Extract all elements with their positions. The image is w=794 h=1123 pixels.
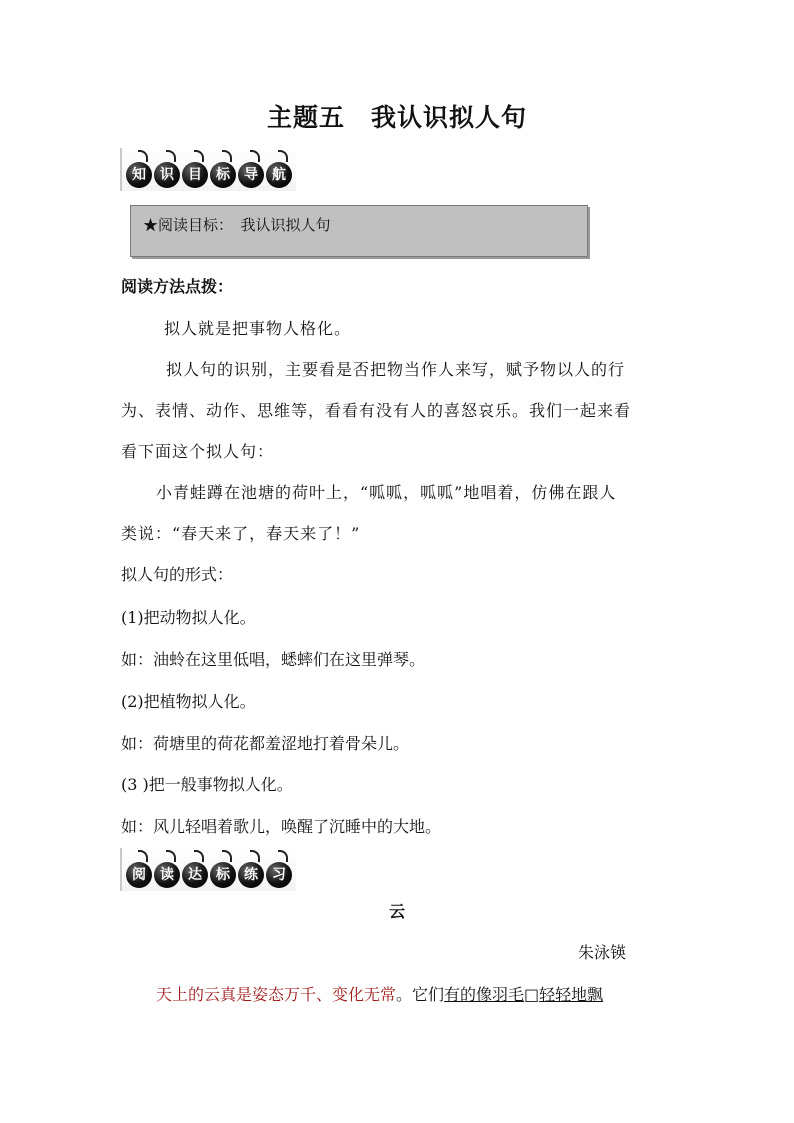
badge-char: 航 xyxy=(266,162,292,188)
method-heading: 阅读方法点拨： xyxy=(121,277,234,296)
form-item-label: (2)把植物拟人化。 xyxy=(121,692,256,711)
form-item-label: (3 )把一般事物拟人化。 xyxy=(121,775,293,794)
passage-text: 。它们 xyxy=(396,985,445,1004)
passage-title: 云 xyxy=(389,902,406,921)
example-sentence-line: 类说：“春天来了，春天来了！” xyxy=(121,524,361,543)
forms-heading: 拟人句的形式： xyxy=(121,565,234,584)
blank-box: □ xyxy=(524,985,540,1004)
badge-char: 导 xyxy=(238,162,264,188)
method-line: 拟人就是把事物人格化。 xyxy=(164,319,352,338)
badge-char: 目 xyxy=(182,162,208,188)
underlined-phrase: 有的像羽毛 xyxy=(444,985,525,1004)
section-badges-knowledge-goal xyxy=(120,148,296,191)
form-item-example: 如：风儿轻唱着歌儿，唤醒了沉睡中的大地。 xyxy=(121,817,442,836)
passage-author: 朱泳锳 xyxy=(578,943,627,962)
badge-char: 习 xyxy=(266,862,292,888)
example-sentence-line: 小青蛙蹲在池塘的荷叶上，“呱呱，呱呱”地唱着，仿佛在跟人 xyxy=(156,483,617,502)
badge-char: 标 xyxy=(210,862,236,888)
method-line: 看下面这个拟人句： xyxy=(121,442,275,461)
page-title: 主题五 我认识拟人句 xyxy=(266,103,527,132)
form-item-example: 如：荷塘里的荷花都羞涩地打着骨朵儿。 xyxy=(121,734,410,753)
badge-char: 标 xyxy=(210,162,236,188)
form-item-label: (1)把动物拟人化。 xyxy=(121,608,256,627)
underlined-phrase: 轻轻地飘 xyxy=(539,985,604,1004)
badge-char: 练 xyxy=(238,862,264,888)
reading-goal-box xyxy=(130,205,588,257)
badge-char: 识 xyxy=(154,162,180,188)
section-badges-reading-practice xyxy=(120,848,296,891)
badge-char: 读 xyxy=(154,862,180,888)
badge-char: 知 xyxy=(126,162,152,188)
form-item-example: 如：油蛉在这里低唱，蟋蟀们在这里弹琴。 xyxy=(121,650,426,669)
method-line: 为、表情、动作、思维等，看看有没有人的喜怒哀乐。我们一起来看 xyxy=(121,401,632,420)
highlighted-phrase: 天上的云真是姿态万千、变化无常 xyxy=(156,985,397,1004)
reading-goal-text: ★阅读目标： 我认识拟人句 xyxy=(143,216,331,234)
passage-line xyxy=(156,982,603,1005)
badge-char: 达 xyxy=(182,862,208,888)
method-line: 拟人句的识别，主要看是否把物当作人来写，赋予物以人的行 xyxy=(166,360,626,379)
badge-char: 阅 xyxy=(126,862,152,888)
